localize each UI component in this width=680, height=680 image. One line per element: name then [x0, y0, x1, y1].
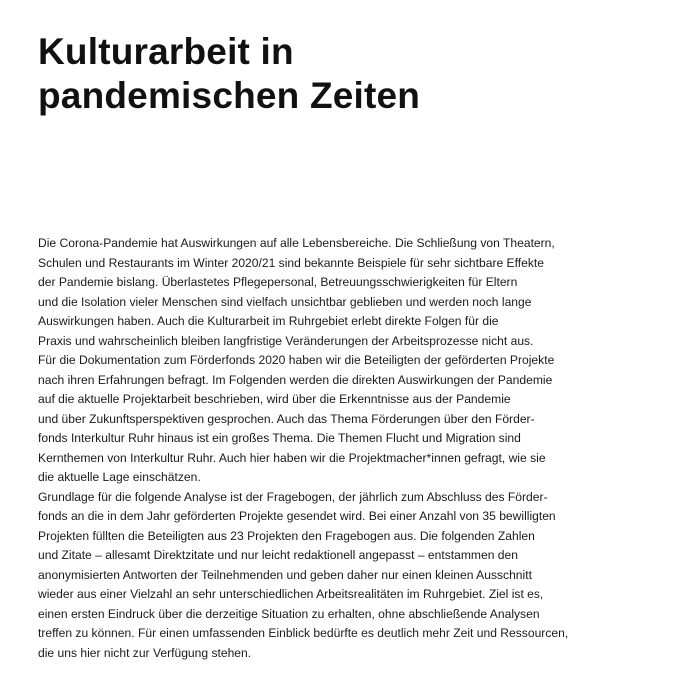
page-title	[38, 30, 420, 118]
text-line: anonymisierten Antworten der Teilnehmenden und geben daher nur einen kleinen Ausschnitt	[38, 567, 532, 582]
body-text	[38, 234, 638, 663]
text-line: Schulen und Restaurants im Winter 2020/21 sind bekannte Beispiele für sehr sichtbare Effekte	[38, 255, 544, 270]
text-line: Praxis und wahrscheinlich bleiben langfristige Veränderungen der Arbeitsprozesse nicht aus.	[38, 333, 534, 348]
text-line: und Zitate – allesamt Direktzitate und nur leicht redaktionell angepasst – entstammen den	[38, 548, 518, 562]
text-line: Auswirkungen haben. Auch die Kulturarbeit im Ruhrgebiet erlebt direkte Folgen für die	[38, 314, 499, 328]
text-line: der Pandemie bislang. Überlastetes Pflegepersonal, Betreuungsschwierigkeiten für Eltern	[38, 275, 518, 289]
text-line: und die Isolation vieler Menschen sind vielfach unsichtbar geblieben und werden noch lange	[38, 294, 532, 309]
text-line: wieder aus einer Vielzahl an sehr unterschiedlichen Arbeitsrealitäten im Ruhrgebiet. Ziel ist es,	[38, 587, 544, 601]
text-line: und über Zukunftsperspektiven gesprochen. Auch das Thema Förderungen über den Förder-	[38, 411, 535, 426]
title-line: Kulturarbeit in	[38, 31, 294, 72]
text-line: Die Corona-Pandemie hat Auswirkungen auf alle Lebensbereiche. Die Schließung von Theatern,	[38, 236, 555, 250]
text-line: fonds Interkultur Ruhr hinaus ist ein großes Thema. Die Themen Flucht und Migration sind	[38, 431, 521, 445]
text-line: Für die Dokumentation zum Förderfonds 2020 haben wir die Beteiligten der geförderten Projekte	[38, 353, 555, 367]
text-line: Grundlage für die folgende Analyse ist der Fragebogen, der jährlich zum Abschluss des Förder-	[38, 489, 548, 504]
text-line: Kernthemen von Interkultur Ruhr. Auch hier haben wir die Projektmacher*innen gefragt, wie sie	[38, 450, 546, 465]
text-line: die aktuelle Lage einschätzen.	[38, 470, 201, 484]
text-line: fonds an die in dem Jahr geförderten Projekte gesendet wird. Bei einer Anzahl von 35 bewilligten	[38, 509, 556, 523]
text-line: die uns hier nicht zur Verfügung stehen.	[38, 645, 252, 660]
text-line: Projekten füllten die Beteiligten aus 23 Projekten den Fragebogen aus. Die folgenden Zahlen	[38, 528, 535, 543]
text-line: nach ihren Erfahrungen befragt. Im Folgenden werden die direkten Auswirkungen der Pandemie	[38, 372, 553, 387]
text-line: einen ersten Eindruck über die derzeitige Situation zu erhalten, ohne abschließende Analysen	[38, 606, 540, 621]
title-line: pandemischen Zeiten	[38, 75, 421, 116]
text-line: auf die aktuelle Projektarbeit beschrieben, wird über die Erkenntnisse aus der Pandemie	[38, 392, 511, 406]
text-line: treffen zu können. Für einen umfassenden Einblick bedürfte es deutlich mehr Zeit und Ressourcen,	[38, 626, 569, 640]
